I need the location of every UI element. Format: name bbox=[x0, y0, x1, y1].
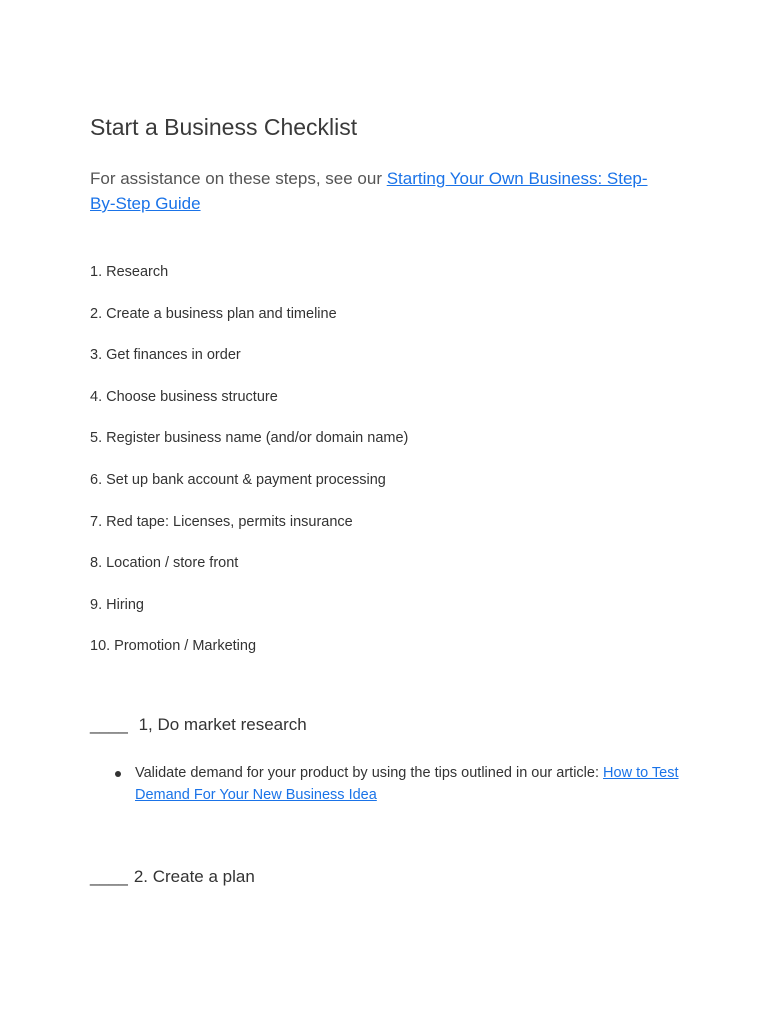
step-item: 10. Promotion / Marketing bbox=[90, 638, 257, 655]
step-by-step-guide-link[interactable]: Starting Your Own Business: Step-By-Step Guide bbox=[90, 169, 648, 213]
step-item: 9. Hiring bbox=[90, 596, 144, 613]
test-demand-article-link[interactable]: How to Test Demand For Your New Business Idea bbox=[135, 765, 679, 803]
bullet-item bbox=[112, 762, 692, 806]
checkbox-blank-line: ____ bbox=[90, 867, 128, 886]
step-item: 1. Research bbox=[90, 264, 169, 280]
step-item: 4. Choose business structure bbox=[90, 388, 278, 405]
section-heading-create-plan bbox=[90, 866, 255, 888]
step-item: 8. Location / store front bbox=[90, 555, 239, 572]
bullet-dot-icon bbox=[115, 771, 121, 777]
intro-text: For assistance on these steps, see our bbox=[90, 169, 387, 188]
step-item: 7. Red tape: Licenses, permits insurance bbox=[90, 513, 353, 530]
step-item: 3. Get finances in order bbox=[90, 347, 241, 364]
step-item: 6. Set up bank account & payment processing bbox=[90, 471, 386, 488]
section-heading-text: 2. Create a plan bbox=[133, 867, 255, 886]
step-item: 2. Create a business plan and timeline bbox=[90, 305, 337, 322]
step-item: 5. Register business name (and/or domain name) bbox=[90, 430, 409, 447]
section-heading-market-research bbox=[90, 714, 307, 736]
market-research-bullets bbox=[112, 762, 692, 806]
checkbox-blank-line: ____ bbox=[90, 715, 128, 734]
intro-paragraph bbox=[90, 166, 650, 216]
steps-list bbox=[90, 262, 408, 678]
bullet-text: Validate demand for your product by using the tips outlined in our article: bbox=[135, 765, 604, 781]
section-heading-text: 1, Do market research bbox=[138, 715, 307, 734]
page-title: Start a Business Checklist bbox=[90, 114, 358, 140]
